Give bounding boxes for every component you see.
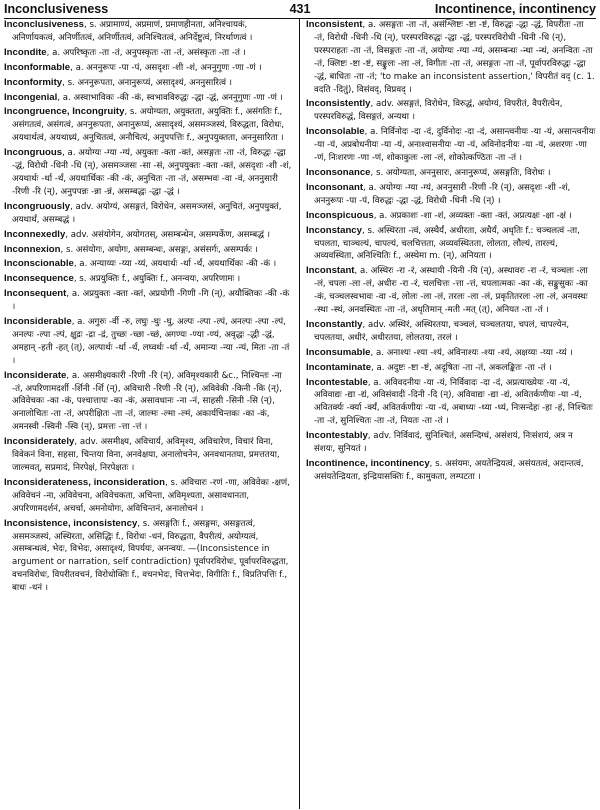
entry-headword: Inconsiderate [4,369,67,381]
entry-definition: , a. असमीक्ष्यकारी -रिणी -रि (न्), अविमृश्यकारी &c., निश्चिन्तः -ना -तं, अपरिणामदर्शी -र्शिनी -र्शि (न्), अविचारी -रिणी -रि (न्), अविवेकी -किनी -कि (न्), अविवेचकः -का -कं, पश्चात्तापः -का -कं, असावधानः -ना -नं, साहसी -सिनी -सि (न्), अनालोचितः -ता -तं, अपरीक्षितः -ता -तं, जाल्मः -ल्मा -ल्मं, अकार्यचिन्तकः -का -कं, अमनस्वी -स्विनी -स्वि (न्), प्रमत्तः -त्ता -त्तं । [12,370,283,433]
dictionary-entry [4,47,293,60]
entry-definition: , a. अन्याय्यः -य्या -य्यं, अयथार्थः -र्था -र्थं, अयथार्थिकः -की -कं । [73,259,277,270]
dictionary-entry [4,477,293,516]
page-number: 431 [289,2,311,16]
dictionary-entry [306,362,596,375]
entry-definition: , s. अयोग्यता, अयुक्तता, अयुक्तिः f., असंगतिः f., असंगतत्वं, असंगत्वं, अननुरूपता, अनानुरूप्यं, असादृश्यं, असमञ्जस्यं, विरुद्धता, विरोधः, अयथार्थत्वं, अयथाथ्र्यं, अनुचितत्वं, अनौचित्यं, अनुपपत्तिः f., अनुपयुक्तता, अननुसारिता । [12,107,284,144]
right-column [300,19,596,809]
entry-definition: , a. अयोग्यः -ग्या -ग्यं, अननुसारी -रिणी -रि (न्), असदृशः -शी -शं, अननुरूपः -पा -पं, विरुद्धः -द्धा -द्धं, विरोधी -धिनी -धि (न्) । [314,182,571,206]
dictionary-entry [4,258,293,271]
entry-definition: , a. अननुरूपः -पा -पं, असदृशः -शी -शं, अननुगुणः -णा -णं । [70,62,262,73]
dictionary-entry [4,77,293,90]
entry-headword: Inconscionable [4,258,74,270]
entry-headword: Inconsiderately [4,436,75,448]
entry-definition: , adv. असमीक्ष्य, अविचार्य, अविमृश्य, अविचारेण, विचारं विना, विवेकनं विना, सहसा, चिन्तया विना, अनवेक्षया, अनालोचनेन, अनवधानतया, प्रमत्ततया, जाल्मवत्, सप्रमादं, निरपेक्षं, निरपेक्षतः । [12,437,280,473]
dictionary-entry [306,319,596,345]
dictionary-entry [4,106,293,145]
entry-headword: Inconformity [4,76,63,88]
entry-definition: , a. अप्रकाशः -शा -शं, अव्यक्तः -क्ता -क्तं, अप्रत्यक्षः -क्षा -क्षं । [373,210,572,221]
entry-definition: , adv. अस्थिरं, अस्थिरतया, चञ्चलं, चञ्चलतया, चपलं, चापल्येन, चपलतया, अधीरं, अधीरतया, लोलतया, तरलं । [314,319,570,343]
entry-definition: , a. निर्विनोदः -दा -दं, दुर्विनोदः -दा -दं, असान्त्वनीयः -या -यं, असान्त्वनीयः -या -यं, अप्रबोधनीयः -या -यं, अनाश्वासनीयः -या -यं, अविनोदनीयः -या -यं, अशरणः -णा -णं, निःशरणः -णा -णं, शोकाकुलः -ला -लं, शोकोत्कण्ठितः -ता -तं । [314,127,596,164]
entry-definition: , a. अविवदनीयः -या -यं, निर्विवादः -दा -दं, अप्रत्याख्येयः -या -यं, अविवाद्यः -द्या -द्यं, अविसंवादी -दिनी -दि (न्), अविवाद्यः -द्या -द्यं, अवितर्कणीयः -या -यं, अवितर्क्यः -र्क्या -र्क्यं, अवितर्कणीयः -या -यं, अबाध्यः -ध्या -ध्यं, निःसन्देहः -हा -हं, निश्चितः -ता -तं, सुनिश्चितः -ता -तं, नियतः -ता -तं । [314,377,593,427]
dictionary-entry [306,265,596,317]
entry-headword: Incontinence, incontinency [306,458,430,469]
entry-definition: , a. अगुरुः -र्वी -रु, लघुः -घुः -घु, अल्पः -ल्पा -ल्पं, अनल्पः -ल्पा -ल्पं, अनल्पः -ल्पा -ल्पं, क्षुद्रः -द्रा -द्रं, तुच्छः -च्छा -च्छं, अगण्यः -ण्या -ण्यं, अवृद्धः -द्धी -द्धं, अमहान् -हती -हत् (त्), अल्पार्थः -र्था -र्थं, लघ्वर्थः -र्था -र्थं, अमान्यः -न्या -न्यं, मितः -ता -तं । [12,317,290,366]
entry-headword: Incontestably [306,430,368,442]
entry-definition: , s. असङ्गतिः f., असङ्गमः, असङ्गतत्वं, असमञ्जस्यं, अस्थिरता, असिद्धिः f., विरोधः -धनं, विरुद्धता, वैपरीत्यं, अयोग्यत्वं, असम्बन्धत्वं, भेदः, विभेदः, असादृश्यं, विपर्ययः, अनन्वयः. —(Inconsistence in argument or narration, self contradiction) पूर्वापरविरोधः, पूर्वापरविरुद्धता, वचनविरोधः, विपरीतवचनं, विरोधोक्तिः f., वचनभेदः, चित्तभेदः, विगीतिः f., विप्रतिपत्तिः f., बाधः -धनं । [12,518,289,594]
dictionary-entry [4,92,293,105]
dictionary-entry [306,167,596,180]
dictionary-entry [4,19,293,45]
entry-definition: , a. अदुष्टः -ष्टा -ष्टं, अदूषितः -ता -तं, अकलङ्कितः -ता -तं । [371,362,552,373]
dictionary-entry [306,430,596,456]
dictionary-entry [4,244,293,257]
entry-headword: Incongenial [4,91,58,103]
entry-headword: Inconstant [306,265,355,277]
entry-headword: Inconsistence, inconsistency [4,517,138,529]
entry-headword: Inconsonance [306,166,371,178]
entry-definition: , s. असंयोगः, अयोगः, असम्बन्धः, असङ्गः, असंसर्गः, असम्पर्कः । [60,244,258,255]
entry-definition: , a. अप्रयुक्तः -क्ता -क्तं, अप्रयोगी -गिणी -गि (न्), अयौक्तिकः -की -कं । [12,289,290,313]
entry-headword: Inconstancy [306,224,362,236]
dictionary-entry [4,288,293,314]
dictionary-entry [4,201,293,227]
entry-definition: , s. असंयमः, अयतेन्द्रियत्वं, असंयतत्वं, अदान्तत्वं, असंयतेन्द्रियता, इन्द्रियासक्तिः f., कामुकता, लम्पटता । [314,459,584,482]
entry-headword: Inconformable [4,61,71,73]
entry-headword: Inconsequent [4,288,67,300]
right-guide-word: Incontinence, incontinency [434,2,597,16]
entry-headword: Inconsonant [306,181,364,193]
dictionary-entry [306,377,596,429]
entry-definition: , adv. असंयोगेन, अयोगतस्, असम्बन्धेन, असम्पर्केण, असम्बद्धं । [65,229,270,240]
entry-definition: , s. अननुरूपता, अनानुरूप्यं, असादृश्यं, अननुसारित्वं । [62,77,232,88]
entry-definition: , a. अस्वाभाविकः -की -कं, स्वभावविरुद्धः -द्धा -द्धं, अननुगुणः -णा -णं । [57,92,283,103]
entry-headword: Inconnexedly [4,228,66,240]
entry-definition: , adv. असङ्गतं, विरोधेन, विरुद्धं, अयोग्यं, विपरीतं, वैपरीत्येन, परस्परविरुद्धं, विसङ्गतं, अन्यथा । [314,99,563,123]
entry-definition: , adv. निर्विवादं, सुनिश्चितं, असन्दिग्धं, असंशयं, निःसंशयं, अत्र न संशयः, सुनियतं । [314,431,573,455]
dictionary-entry [306,126,596,165]
entry-headword: Incondite [4,46,47,58]
left-guide-word: Inconclusiveness [4,2,109,16]
dictionary-entry [306,347,596,360]
entry-definition: , adv. अयोग्यं, असङ्गतं, विरोधेन, असमञ्जसं, अनुचितं, अनुपयुक्तं, अयथार्थं, असम्बद्धं । [12,201,282,225]
entry-headword: Incongruous [4,147,63,159]
entry-headword: Incontestable [306,376,368,388]
dictionary-entry [4,62,293,75]
dictionary-entry [4,316,293,368]
entry-definition: , s. अप्रामाण्यं, अप्रमाणं, प्रमाणहीनता, अनिश्चायकं, अनिर्णायकत्वं, अनिर्णीतत्वं, अनिर्णीतत्वं, अनिश्चितत्वं, अनिर्देष्टुत्वं, निरर्थाणत्वं । [12,20,253,43]
entry-definition: , s. अस्थिरता -त्वं, अस्थैर्यं, अधीरता, अधैर्यं, अधृतिः f.: चञ्चलत्वं -ता, चपलता, चाञ्चल्यं, चापल्यं, चलचित्तता, अव्यवस्थितता, लोलता, लौल्यं, तारल्यं, अव्यवस्थिता, अनिश्चितिः f., अस्थेमा m. (न्), अनियता । [314,225,580,262]
entry-headword: Inconsistent [306,19,363,30]
entry-definition: , s. अयोग्यता, अननुसारः, अनानुरूप्यं, असङ्गतिः, विरोधः । [370,167,551,178]
entry-definition: , a. अनाश्यः -श्या -श्यं, अविनाश्यः -श्या -श्यं, अक्षय्यः -य्या -य्यं । [370,347,573,358]
entry-definition: , a. अस्थिरः -रा -रं, अस्थायी -यिनी -यि (न्), अस्थावरः -रा -रं, चञ्चलः -ला -लं, चपलः -ला -लं, अधीरः -रा -रं, चलचित्तः -त्ता -त्तं, चपलात्मकः -का -कं, सङ्कुसुकः -का -कं, चञ्चलस्वभावः -वा -वं, लोलः -ला -लं, तरलः -ला -लं, प्रकृतितरलः -ला -लं, अनवस्थः -स्था -स्थं, अनवस्थितः -ता -तं, अधृतिमान् -मती -मत् (त्), अनियत -ता -तं । [314,266,588,316]
dictionary-entry [306,182,596,208]
dictionary-entry [4,273,293,286]
entry-headword: Inconclusiveness [4,19,84,30]
dictionary-entry [4,147,293,199]
entry-headword: Inconsiderateness, inconsideration [4,476,166,488]
dictionary-entry [4,229,293,242]
entry-definition: , a. असङ्गतः -ता -तं, असंश्लिष्टः -ष्टा -ष्टं, विरुद्धः -द्धा -द्धं, विपरीतः -ता -तं, विरोधी -धिनी -धि (न्), परस्परविरुद्धः -द्धा -द्धं, परस्परविरोधी -धिनी -धि (न्), परस्पराहतः -ता -तं, विसङ्गतः -ता -तं, अयोग्यः -ग्या -ग्यं, असम्बन्धः -न्धा -न्धं, अनन्वितः -ता -तं, क्लिष्टः -ष्टा -ष्टं, सङ्कुलः -ला -लं, विगीतः -ता -तं, असङ्गतः -ता -तं, पूर्वापरविरुद्धः -द्धा -द्धं, बाधितः -ता -तं; 'to make an inconsistent assertion,' विपरीतं वद् (c. 1. वदति -दितुं), विसंवद्, विप्रवद् । [314,20,595,95]
entry-headword: Inconsequence [4,273,74,285]
entry-headword: Inconnexion [4,243,61,255]
dictionary-entry [306,225,596,264]
entry-definition: , s. अविचारः -रणं -णा, अविवेकः -क्षणं, अविवेचनं -ना, अविवेचना, अविवेचकता, अचिन्ता, अविमृश्यता, असावधानता, अपरिणामदर्शनं, अचर्चा, अमनोयोगः, अविचिन्तनं, अनालोचनं । [12,477,290,514]
dictionary-entry [306,458,596,484]
entry-definition: , a. अयोग्यः -ग्या -ग्यं, अयुक्तः -क्ता -क्तं, असङ्गतः -ता -तं, विरुद्धः -द्धा -द्धं, विरोधी -धिनी -धि (न्), असमञ्जसः -सा -सं, अनुपयुक्तः -क्ता -क्तं, असदृशः -शी -शं, अयथार्थः -र्था -र्थं, अयथार्थिकः -की -कं, अनुचितः -ता -तं, असम्भवः -वा -वं, अननुसारी -रिणी -रि (न्), अनुपपन्नः -न्ना -न्नं, असम्बद्धः -द्धा -द्धं । [12,148,292,197]
entry-headword: Inconsumable [306,346,371,358]
entry-definition: , s. अप्रयुक्तिः f., अयुक्तिः f., अनन्वयः, अपरिणामः । [73,274,241,285]
left-column [4,19,300,809]
entry-headword: Inconsolable [306,126,365,138]
dictionary-entry [4,436,293,475]
two-column-body [4,19,596,809]
dictionary-entry [4,370,293,435]
entry-headword: Inconspicuous [306,209,374,221]
entry-headword: Incongruously [4,200,71,212]
dictionary-entry [306,19,596,96]
entry-headword: Incontaminate [306,361,372,373]
entry-headword: Inconstantly [306,318,363,330]
dictionary-entry [4,518,293,595]
entry-headword: Inconsistently [306,98,371,110]
entry-definition: , a. अपरिष्कृतः -ता -तं, अनुपस्कृतः -ता -तं, असंस्कृतः -ता -तं । [46,47,246,58]
entry-headword: Inconsiderable [4,316,72,328]
dictionary-entry [306,210,596,223]
page-header [4,0,596,19]
entry-headword: Incongruence, Incongruity [4,106,125,118]
dictionary-entry [306,98,596,124]
